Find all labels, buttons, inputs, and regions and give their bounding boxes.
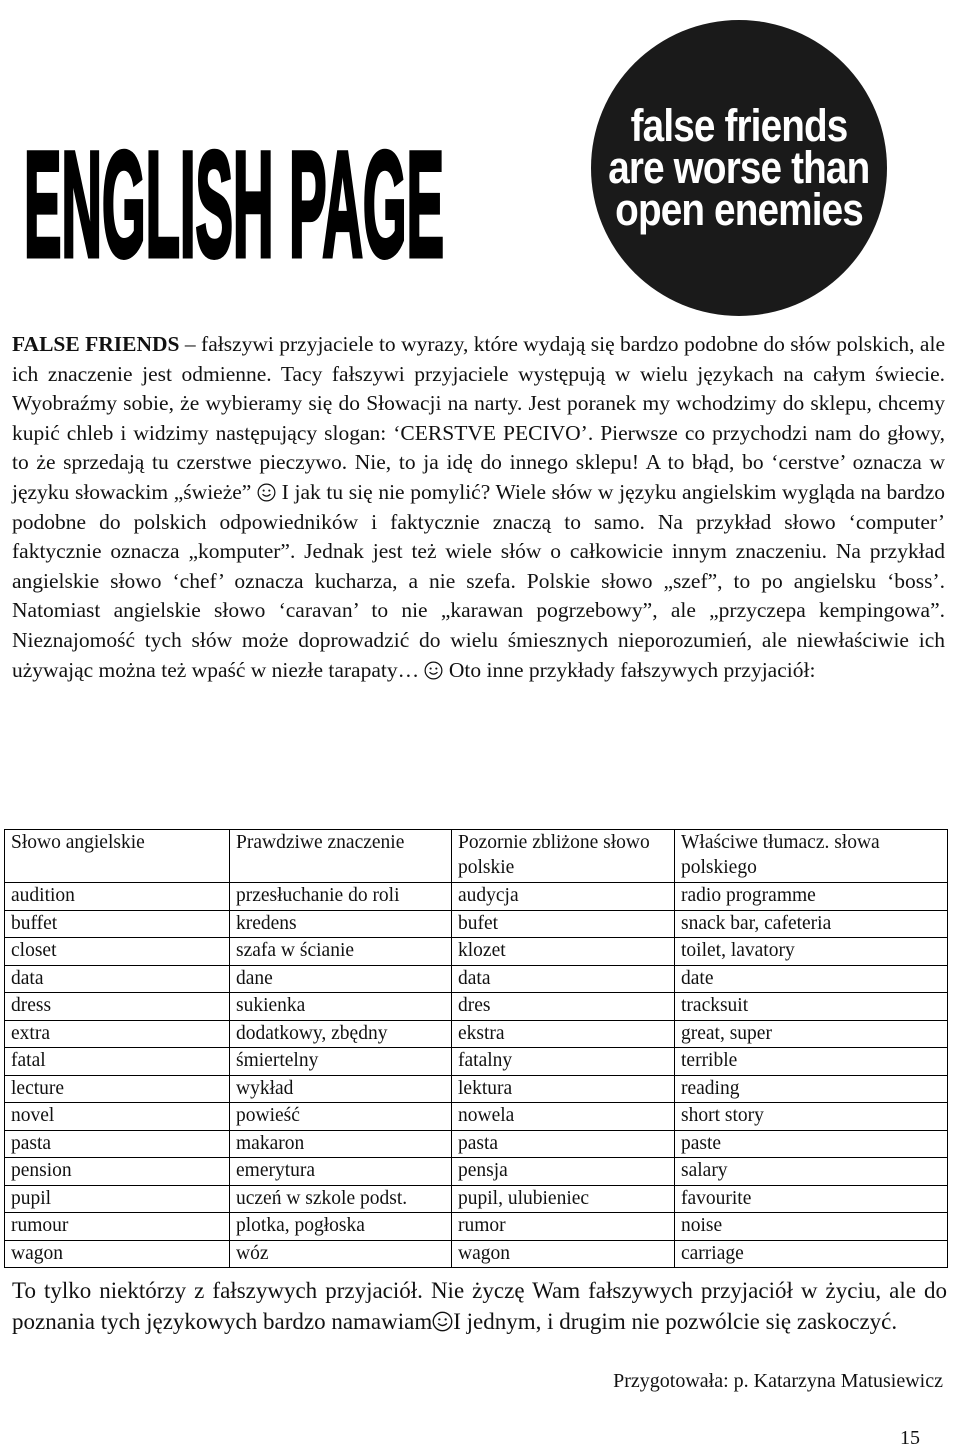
intro-text-1: – fałszywi przyjaciele to wyrazy, które wydają się bardzo podobne do słów polskich, ale ich znaczenie jest odmienne. Tacy fałszywi przyjaciele występują w wielu językach na całym świecie. Wyobraźmy sobie, że wybieramy się do Słowacji na narty. Jest poranek my wchodzimy do sklepu, chcemy kupić chleb i widzimy następujący slogan: ‘CERSTVE PECIVO’. Pierwsze co przychodzi nam do głowy, to że sprzedają tu czerstwe pieczywo. Nie, to ja idę do innego sklepu! A to błąd, bo ‘cerstve’ oznacza w języku słowackim „świeże” [12,332,945,504]
table-cell: great, super [675,1020,948,1048]
page-title-text: ENGLISH PAGE [24,120,444,288]
table-cell: radio programme [675,883,948,911]
table-cell: pensja [452,1158,675,1186]
table-row [5,1213,948,1241]
table-cell: carriage [675,1240,948,1268]
table-cell: pupil, ulubieniec [452,1185,675,1213]
table-cell: nowela [452,1103,675,1131]
table-cell: paste [675,1130,948,1158]
table-row [5,965,948,993]
table-cell: tracksuit [675,993,948,1021]
table-cell: short story [675,1103,948,1131]
table-row [5,910,948,938]
smiley-icon [424,661,443,680]
table-cell: snack bar, cafeteria [675,910,948,938]
table-cell: wagon [452,1240,675,1268]
table-cell: lecture [5,1075,230,1103]
table-cell: pasta [5,1130,230,1158]
table-cell: śmiertelny [230,1048,452,1076]
table-cell: pasta [452,1130,675,1158]
intro-paragraph [12,330,945,685]
table-row [5,993,948,1021]
page-title [24,88,464,298]
closing-text-1: To tylko niektórzy z fałszywych przyjaciół. Nie życzę Wam fałszywych przyjaciół w życiu, ale do poznania tych językowych bardzo namawiam [12,1278,947,1334]
table-cell: rumor [452,1213,675,1241]
table-cell: dres [452,993,675,1021]
page-number: 15 [900,1427,920,1449]
table-row [5,938,948,966]
table-cell: wóz [230,1240,452,1268]
table-row [5,883,948,911]
table-cell: wagon [5,1240,230,1268]
table-cell: fatal [5,1048,230,1076]
table-cell: plotka, pogłoska [230,1213,452,1241]
table-cell: wykład [230,1075,452,1103]
table-row [5,1158,948,1186]
table-header-cell: Właściwe tłumacz. słowa polskiego [675,830,948,883]
author-credit: Przygotowała: p. Katarzyna Matusiewicz [613,1370,943,1392]
table-cell: kredens [230,910,452,938]
table-cell: przesłuchanie do roli [230,883,452,911]
page-header [0,0,960,320]
table-cell: dress [5,993,230,1021]
table-cell: sukienka [230,993,452,1021]
table-cell: audycja [452,883,675,911]
table-cell: uczeń w szkole podst. [230,1185,452,1213]
page-title-graphic [24,88,464,298]
table-cell: salary [675,1158,948,1186]
closing-text-2: I jednym, i drugim nie pozwólcie się zaskoczyć. [453,1308,898,1334]
false-friends-badge [591,20,887,316]
intro-lead: FALSE FRIENDS [12,332,180,356]
table-cell: data [452,965,675,993]
intro-text-2: I jak tu się nie pomylić? Wiele słów w języku angielskim wygląda na bardzo podobne do polskich odpowiedników i faktycznie znaczą to samo. Na przykład słowo ‘computer’ faktycznie oznacza „komputer”. Jednak jest też wiele słów o całkowicie innym znaczeniu. Na przykład angielskie słowo ‘chef’ oznacza kucharza, a nie szefa. Polskie słowo „szef”, to po angielsku ‘boss’. Natomiast angielskie słowo ‘caravan’ to nie „karawan pogrzebowy”, ale „przyczepa kempingowa”. Nieznajomość tych słów może doprowadzić do wielu śmiesznych nieporozumień, ale niewłaściwie ich używając można też wpaść w niezłe tarapaty… [12,479,945,682]
table-cell: klozet [452,938,675,966]
table-cell: dane [230,965,452,993]
table-cell: emerytura [230,1158,452,1186]
table-cell: closet [5,938,230,966]
table-cell: reading [675,1075,948,1103]
table-cell: terrible [675,1048,948,1076]
table-row [5,1185,948,1213]
table-header-cell: Słowo angielskie [5,830,230,883]
table-cell: pupil [5,1185,230,1213]
table-cell: dodatkowy, zbędny [230,1020,452,1048]
closing-paragraph [12,1276,947,1337]
table-cell: novel [5,1103,230,1131]
table-header-cell: Prawdziwe znaczenie [230,830,452,883]
intro-text-3: Oto inne przykłady fałszywych przyjaciół: [443,657,816,682]
table-cell: fatalny [452,1048,675,1076]
table-cell: buffet [5,910,230,938]
table-cell: data [5,965,230,993]
table-cell: lektura [452,1075,675,1103]
table-row [5,1240,948,1268]
table-row [5,1103,948,1131]
table-cell: favourite [675,1185,948,1213]
table-cell: extra [5,1020,230,1048]
badge-line: are worse than [608,142,870,193]
table-cell: szafa w ścianie [230,938,452,966]
table-cell: noise [675,1213,948,1241]
smiley-icon [432,1311,453,1332]
badge-line: false friends [630,100,848,151]
table-cell: powieść [230,1103,452,1131]
table-cell: audition [5,883,230,911]
false-friends-table [4,829,948,1268]
table-cell: date [675,965,948,993]
table-cell: rumour [5,1213,230,1241]
table-cell: ekstra [452,1020,675,1048]
table-cell: toilet, lavatory [675,938,948,966]
table-header-row [5,830,948,883]
table-row [5,1020,948,1048]
badge-line: open enemies [615,184,863,235]
table-header-cell: Pozornie zbliżone słowo polskie [452,830,675,883]
table-cell: pension [5,1158,230,1186]
table-row [5,1130,948,1158]
smiley-icon [257,483,276,502]
table-cell: makaron [230,1130,452,1158]
table-row [5,1048,948,1076]
table-row [5,1075,948,1103]
table-cell: bufet [452,910,675,938]
